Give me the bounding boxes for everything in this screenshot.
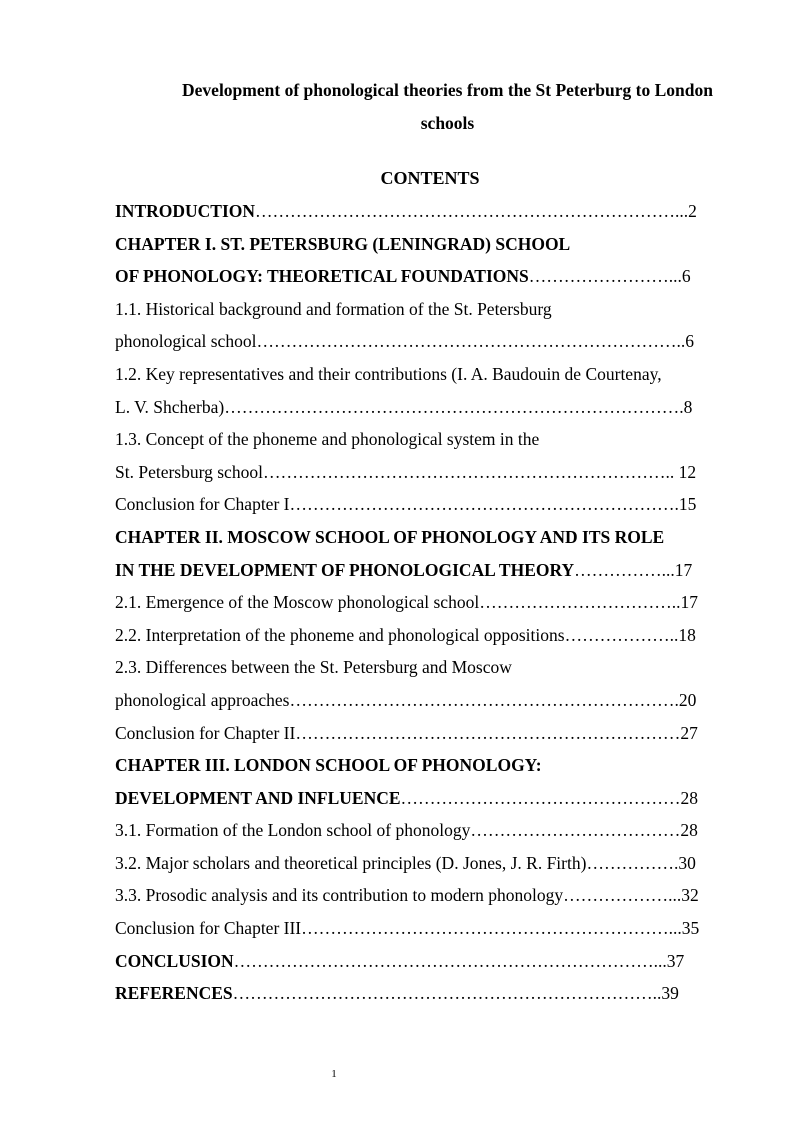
toc-entry bbox=[115, 651, 740, 684]
toc-entry-text: CHAPTER I. ST. PETERSBURG (LENINGRAD) SCHOOL bbox=[115, 233, 571, 254]
toc-entry bbox=[115, 879, 740, 912]
toc-entry-text: phonological school bbox=[115, 331, 257, 352]
toc-entry-leader: ………………………………………………………………..39 bbox=[232, 983, 679, 1004]
toc-entry-text: 3.2. Major scholars and theoretical principles (D. Jones, J. R. Firth) bbox=[115, 852, 587, 873]
toc-entry-leader: ……………………...6 bbox=[528, 266, 691, 287]
toc-entry-leader: ………………...32 bbox=[563, 885, 699, 906]
toc-entry-text: IN THE DEVELOPMENT OF PHONOLOGICAL THEORY bbox=[115, 559, 575, 580]
toc-entry-text: 3.1. Formation of the London school of phonology bbox=[115, 820, 471, 841]
toc-entry-leader: ………………………………………………………………..6 bbox=[256, 331, 694, 352]
toc-entry-leader: ………………………………28 bbox=[470, 820, 698, 841]
toc-entry-leader: …………………………………………………………………….8 bbox=[224, 396, 693, 417]
toc-entry bbox=[115, 260, 740, 293]
table-of-contents bbox=[115, 195, 740, 1010]
toc-entry bbox=[115, 358, 740, 391]
toc-entry-leader: ………………………………………………………….15 bbox=[289, 494, 697, 515]
toc-entry-text: CONCLUSION bbox=[115, 950, 234, 971]
toc-entry-text: phonological approaches bbox=[115, 689, 290, 710]
toc-entry-leader: …………………………………………………………….. 12 bbox=[262, 461, 697, 482]
title-line-2: schools bbox=[420, 113, 475, 133]
toc-entry bbox=[115, 782, 740, 815]
toc-entry bbox=[115, 619, 740, 652]
toc-entry bbox=[115, 488, 740, 521]
toc-entry-text: INTRODUCTION bbox=[115, 201, 256, 221]
toc-entry bbox=[115, 586, 740, 619]
toc-entry bbox=[115, 228, 740, 261]
toc-entry-text: 2.1. Emergence of the Moscow phonological school bbox=[115, 592, 480, 613]
toc-entry-text: CHAPTER II. MOSCOW SCHOOL OF PHONOLOGY AND ITS ROLE bbox=[115, 526, 665, 547]
toc-entry-leader: …………………………………………………………27 bbox=[295, 722, 698, 743]
toc-entry-leader: ………………………………………………………………...37 bbox=[233, 950, 685, 971]
title-line-1: Development of phonological theories from the St Peterburg to London bbox=[182, 80, 713, 100]
toc-entry-text: St. Petersburg school bbox=[115, 461, 263, 482]
contents-heading: CONTENTS bbox=[380, 168, 480, 188]
toc-entry bbox=[115, 293, 740, 326]
toc-entry bbox=[115, 554, 740, 587]
toc-entry bbox=[115, 945, 740, 978]
toc-entry bbox=[115, 977, 740, 1010]
toc-entry-text: REFERENCES bbox=[115, 983, 233, 1004]
document-title bbox=[115, 74, 740, 140]
toc-entry-text: 3.3. Prosodic analysis and its contribution to modern phonology bbox=[115, 885, 564, 906]
toc-entry-leader: ………………………………………………………….20 bbox=[289, 689, 697, 710]
toc-entry bbox=[115, 847, 740, 880]
toc-entry-text: 1.3. Concept of the phoneme and phonological system in the bbox=[115, 429, 540, 450]
toc-entry-leader: …………….30 bbox=[586, 852, 696, 873]
toc-entry-text: 2.2. Interpretation of the phoneme and phonological oppositions bbox=[115, 624, 565, 645]
toc-entry bbox=[115, 521, 740, 554]
toc-entry bbox=[115, 325, 740, 358]
toc-entry-text: Conclusion for Chapter I bbox=[115, 494, 290, 515]
toc-entry-leader: ………………..18 bbox=[564, 624, 696, 645]
toc-entry-text: Conclusion for Chapter III bbox=[115, 918, 302, 939]
toc-entry-text: OF PHONOLOGY: THEORETICAL FOUNDATIONS bbox=[115, 266, 529, 287]
toc-entry-text: CHAPTER III. LONDON SCHOOL OF PHONOLOGY: bbox=[115, 755, 542, 776]
toc-entry-leader: ………………………………………………………...35 bbox=[301, 918, 700, 939]
toc-entry bbox=[115, 717, 740, 750]
toc-entry bbox=[115, 423, 740, 456]
toc-entry-text: DEVELOPMENT AND INFLUENCE bbox=[115, 787, 401, 808]
toc-entry bbox=[115, 391, 740, 424]
toc-entry bbox=[115, 749, 740, 782]
toc-entry-text: 1.1. Historical background and formation of the St. Petersburg bbox=[115, 298, 552, 319]
toc-entry-text: 1.2. Key representatives and their contributions (I. A. Baudouin de Courtenay, bbox=[115, 363, 662, 384]
toc-entry-leader: ……………………………..17 bbox=[479, 592, 698, 613]
toc-entry-leader: …………………………………………28 bbox=[400, 787, 699, 808]
toc-entry-leader: ……………...17 bbox=[574, 559, 693, 580]
toc-entry bbox=[115, 684, 740, 717]
toc-entry bbox=[115, 456, 740, 489]
toc-entry bbox=[115, 912, 740, 945]
toc-entry-leader: ………………………………………………………………...2 bbox=[255, 201, 697, 221]
toc-entry-text: 2.3. Differences between the St. Petersburg and Moscow bbox=[115, 657, 512, 678]
toc-entry bbox=[115, 195, 740, 228]
toc-entry-text: Conclusion for Chapter II bbox=[115, 722, 296, 743]
page-number: 1 bbox=[331, 1068, 337, 1080]
toc-entry bbox=[115, 814, 740, 847]
toc-entry-text: L. V. Shcherba) bbox=[115, 396, 225, 417]
